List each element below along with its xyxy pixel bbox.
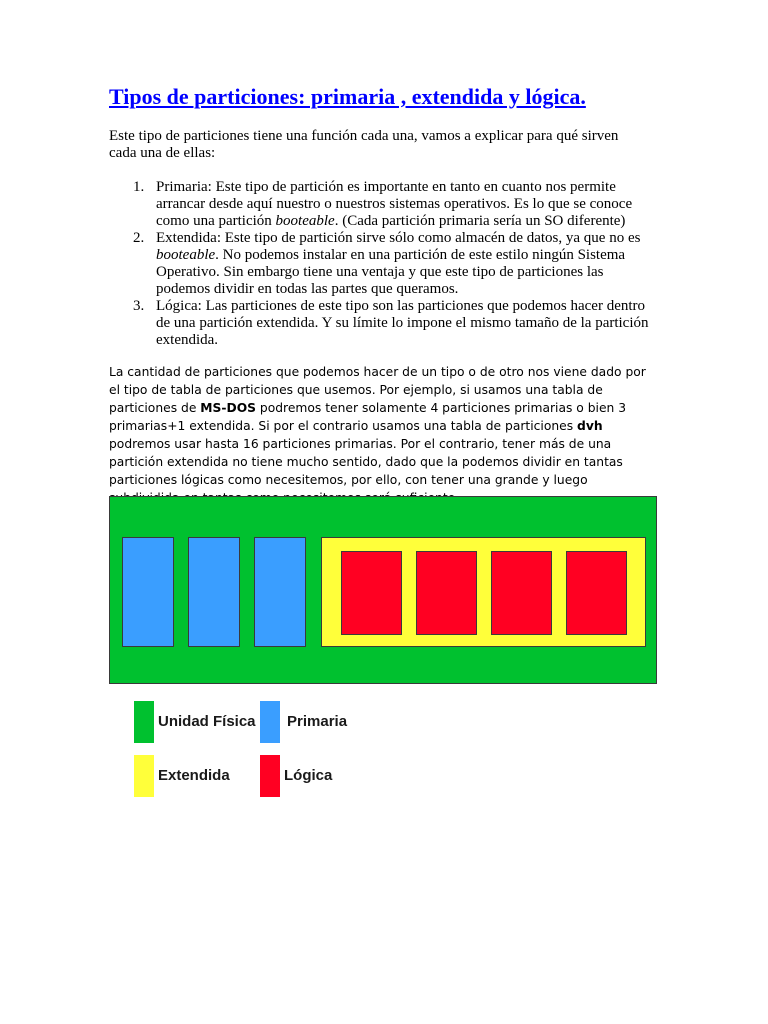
- list-text: Extendida: Este tipo de partición sirve sólo como almacén de datos, ya que no es: [156, 230, 641, 246]
- partition-table-paragraph: [109, 363, 659, 507]
- list-emphasis: booteable: [156, 247, 216, 263]
- primary-partition-block: [188, 537, 240, 647]
- page-title-link[interactable]: Tipos de particiones: primaria , extendida y lógica.: [109, 84, 586, 109]
- legend-swatch: [134, 701, 154, 743]
- list-item-logica: [109, 298, 659, 349]
- paragraph-text: podremos usar hasta 16 particiones primarias. Por el contrario, tener más de una partición extendida no tiene mucho sentido, dado que la podemos dividir en tantas particiones lógicas como necesitemos, por ello, con tener una grande y luego: [109, 437, 623, 487]
- bold-ms-dos: MS-DOS: [200, 401, 257, 415]
- legend-swatch: [134, 755, 154, 797]
- list-emphasis: booteable: [275, 213, 335, 229]
- intro-paragraph: Este tipo de particiones tiene una función cada una, vamos a explicar para qué sirven cada una de ellas:: [109, 128, 619, 161]
- physical-disk-diagram: [109, 496, 657, 684]
- primary-partition-block: [254, 537, 306, 647]
- list-text: . No podemos instalar en una partición de este estilo ningún Sistema Operativo. Sin embargo tiene una ventaja y que este tipo de particiones las podemos dividir en todas las partes que queramos.: [156, 247, 626, 297]
- logical-partition-block: [491, 551, 552, 635]
- legend-label: Unidad Física: [158, 713, 256, 730]
- list-number: 1.: [133, 179, 145, 195]
- list-text: Lógica: Las particiones de este tipo son las particiones que podemos hacer dentro de una partición extendida. Y su límite lo impone el mismo tamaño de la partición extendida.: [156, 298, 649, 348]
- legend-label: Primaria: [287, 713, 348, 730]
- logical-partition-block: [341, 551, 402, 635]
- legend-label: Extendida: [158, 767, 230, 784]
- list-item-extendida: [109, 230, 659, 298]
- list-text: Primaria: Este tipo de partición es importante en tanto en cuanto nos permite arrancar desde aquí nuestro o nuestros sistemas operativos. Es lo que se conoce como una partición: [156, 179, 633, 229]
- legend-swatch: [260, 701, 280, 743]
- list-number: 2.: [133, 230, 145, 246]
- legend-label: Lógica: [284, 767, 333, 784]
- paragraph-text: La cantidad de particiones que podemos hacer de un tipo o de otro nos viene dado por el tipo de tabla de particiones que usemos. Por ejemplo, si usamos una tabla de particiones de: [109, 365, 646, 415]
- primary-partition-block: [122, 537, 174, 647]
- logical-partition-block: [416, 551, 477, 635]
- list-item-primaria: [109, 179, 659, 230]
- logical-partition-block: [566, 551, 627, 635]
- partition-types-list: [109, 179, 659, 349]
- bold-dvh: dvh: [577, 419, 603, 433]
- extended-partition-block: [321, 537, 646, 647]
- paragraph-text: podremos tener solamente 4 particiones primarias o bien 3 primarias+1 extendida. Si por el contrario usamos una tabla de particiones: [109, 401, 627, 433]
- list-text: . (Cada partición primaria sería un SO diferente): [334, 213, 626, 229]
- legend-swatch: [260, 755, 280, 797]
- list-number: 3.: [133, 298, 145, 314]
